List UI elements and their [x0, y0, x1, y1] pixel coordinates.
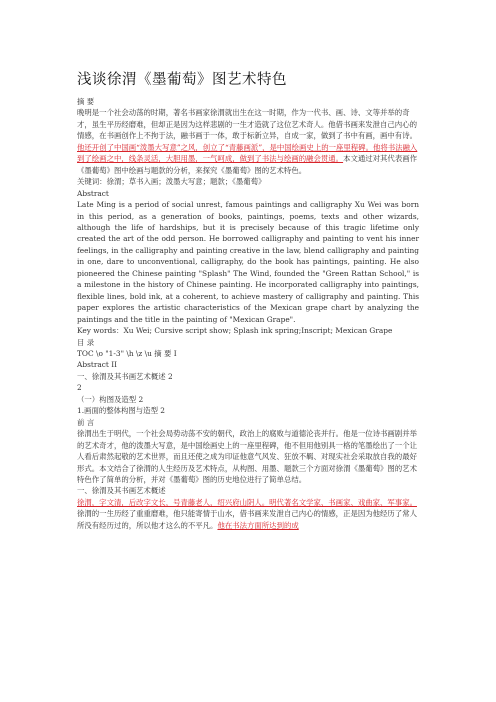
- section1-heading: 一、徐渭及其书画艺术概述: [77, 486, 166, 496]
- abstract-cn-keywords: 关键词：徐渭；草书入画；泼墨大写意；题款；《墨葡萄》: [77, 177, 266, 187]
- preface-heading: 前 言: [77, 417, 95, 427]
- abstract-en-heading: Abstract: [77, 188, 109, 198]
- abstract-cn-highlight: 他还开创了中国画“泼墨大写意”之风，创立了“青藤画派”，是中国绘画史上的一座里程碑。他将书法融入到了绘画之中，线条灵活，大胆用墨，一气呵成，做到了书法与绘画的融会贯通。: [77, 142, 418, 164]
- preface-text: 徐渭出生于明代，一个社会局势动荡不安的朝代，政治上的腐败与道德沦丧并行。他是一位诗书画剧并举的艺术奇才，他的泼墨大写意，是中国绘画史上的一座里程碑，他不但用他别具一格的笔墨绘出了一个让人看后肃然起敬的艺术世界，而且还使之成为印证他意气风发、狂放不羁、对现实社会采取放自我的最好形式。本文结合了徐渭的人生经历及艺术特点，从构图、用墨、题款三个方面对徐渭《墨葡萄》图的艺术特色作了简单的分析，并对《墨葡萄》图的历史地位进行了简单总结。: [77, 429, 417, 484]
- toc-line[interactable]: 1.画面的整体构图与造型 2: [77, 406, 166, 416]
- document-title: 浅谈徐渭《墨葡萄》图艺术特色: [77, 72, 287, 88]
- section1-intro: 徐渭，字文清，后改字文长，号青藤老人，绍兴府山阴人。明代著名文学家、书画家、戏曲家、军事家。: [77, 497, 417, 507]
- toc-line[interactable]: Abstract II: [77, 360, 118, 370]
- abstract-cn-text: [77, 107, 419, 176]
- section1-highlight: 他在书法方面所达到的成: [217, 520, 299, 530]
- section1-text-1: 徐渭的一生历经了重重磨难，他只能寄情于山水，借书画来发泄自己内心的情感，正是因为他经历了常人所没有经历过的，所以他才这么的不平凡。: [77, 509, 417, 530]
- toc-line[interactable]: TOC \o "1-3" \h \z \u 摘 要 I: [77, 348, 177, 358]
- toc-line[interactable]: （一）构图及造型 2: [77, 394, 144, 404]
- abstract-en-text: Late Ming is a period of social unrest, famous paintings and calligraphy Xu Wei was born in this period, as a generation of books, paintings, poems, texts and other wizards, although the life of hardships, but it is precisely because of this tragic lifetime only created the art of the odd person. He borrowed calligraphy and painting to vent his inner feelings, in the calligraphy and painting creative in the law, blend calligraphy and painting in one, dare to unconventional, calligraphy, do the book has paintings, painting. He also pioneered the Chinese painting "Splash" The Wind, founded the "Green Rattan School," is a milestone in the history of Chinese painting. He incorporated calligraphy into paintings, flexible lines, bold ink, at a coherent, to achieve mastery of calligraphy and painting. This paper explores the artistic characteristics of the Mexican grape chart by analyzing the paintings and the title in the painting of "Mexican Grape".: [77, 200, 419, 324]
- abstract-cn-text-2: 本文通过对其代表画作《墨葡萄》图中绘画与题款的分析，来探究《墨葡萄》图的艺术特色。: [77, 154, 417, 175]
- abstract-cn-heading: 摘 要: [77, 97, 95, 106]
- toc-heading: 目 录: [77, 337, 95, 347]
- toc-line[interactable]: 一、徐渭及其书画艺术概述 2: [77, 371, 173, 381]
- abstract-en-keywords: Key words：Xu Wei; Cursive script show; Splash ink spring;Inscript; Mexican Grape: [77, 326, 393, 336]
- document-body: [77, 96, 419, 531]
- abstract-cn-text-1: 晚明是一个社会动荡的时期，著名书画家徐渭就出生在这一时期，作为一代书、画、诗、文等并举的奇才，虽生平历经磨难，但却正是因为这样悲剧的一生才造就了这位艺术奇人。他借书画来发泄自己内心的情感，在书画创作上不拘于法，融书画于一体，敢于标新立异，自成一家，做到了书中有画，画中有诗。: [77, 108, 417, 141]
- toc-line[interactable]: 2: [77, 383, 82, 393]
- section1-text: [77, 497, 419, 531]
